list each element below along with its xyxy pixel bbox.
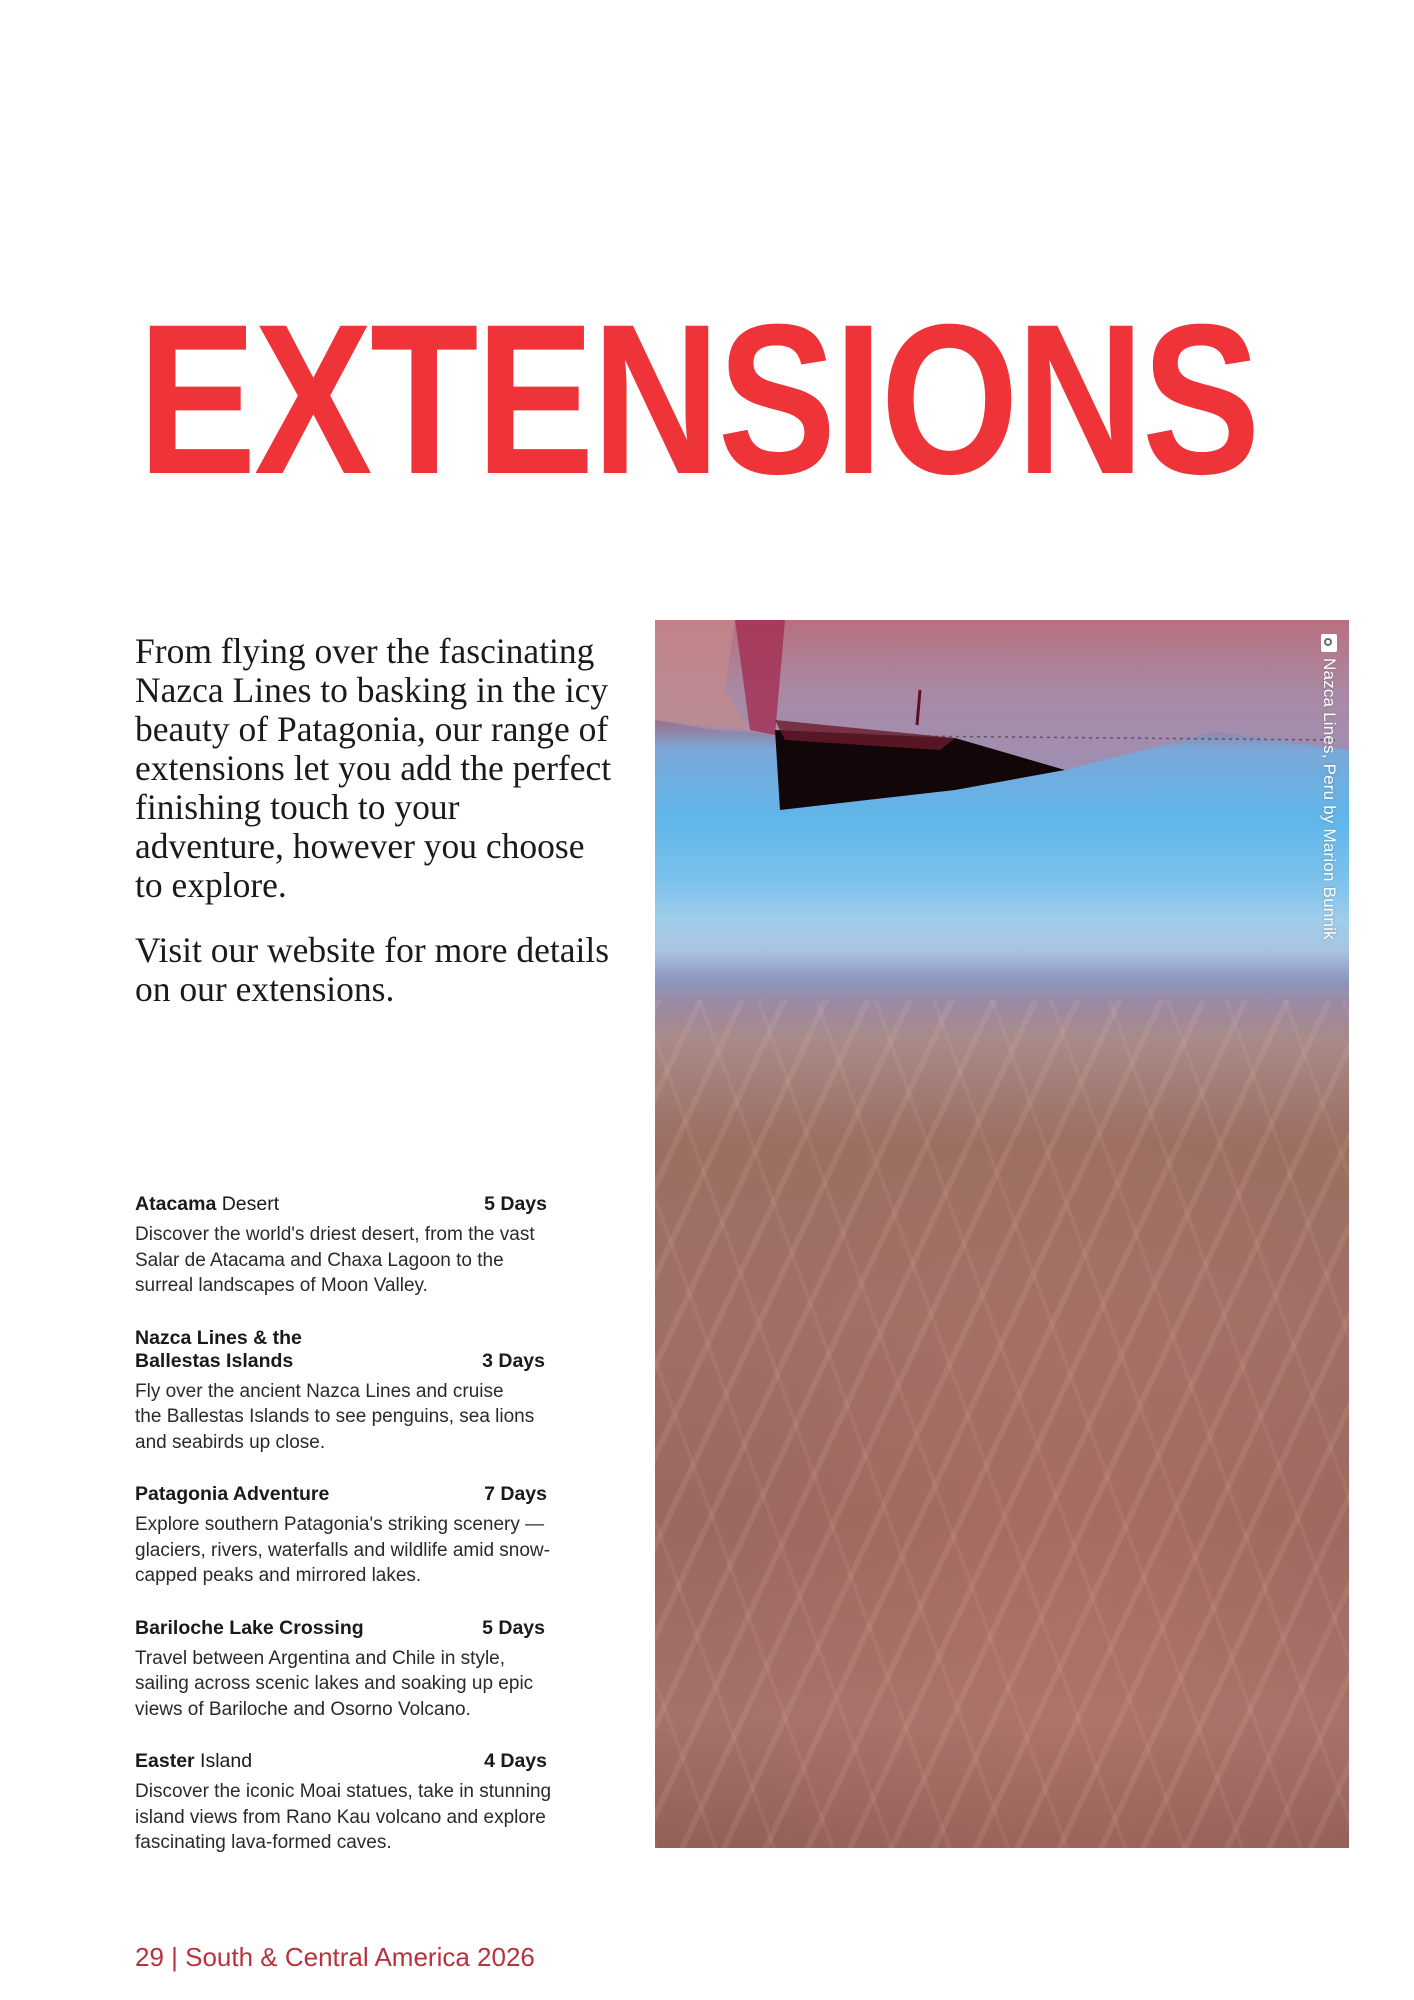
extension-duration: 7 Days: [484, 1483, 547, 1505]
extension-description: Travel between Argentina and Chile in style, sailing across scenic lakes and soaking up epic views of Bariloche and Osorno Volcano.: [135, 1647, 534, 1720]
extension-item-bariloche: [135, 1617, 555, 1723]
extension-description: Discover the iconic Moai statues, take in stunning island views from Rano Kau volcano and explore fascinating lava-formed caves.: [135, 1781, 552, 1853]
extension-title: Bariloche Lake Crossing: [135, 1616, 364, 1639]
extension-item-nazca: [135, 1327, 555, 1456]
extension-item-patagonia: [135, 1483, 555, 1589]
extension-description: Explore southern Patagonia's striking scenery — glaciers, rivers, waterfalls and wildlife amid snow-capped peaks and mirrored lakes.: [135, 1514, 550, 1586]
intro-text: [135, 632, 615, 1035]
extension-title: Atacama Desert: [135, 1193, 280, 1215]
page-title: EXTENSIONS: [138, 280, 1259, 519]
extension-title: Easter Island: [135, 1750, 253, 1772]
nazca-aerial-photo: [655, 620, 1349, 1848]
extension-duration: 4 Days: [484, 1750, 547, 1772]
desert-terrain: [655, 1000, 1349, 1848]
extension-title: Patagonia Adventure: [135, 1483, 330, 1505]
extension-description: Fly over the ancient Nazca Lines and cruise the Ballestas Islands to see penguins, sea lions and seabirds up close.: [135, 1380, 535, 1453]
extension-duration: 3 Days: [482, 1349, 545, 1372]
photo-credit-text: Nazca Lines, Peru by Marion Bunnik: [1320, 658, 1339, 940]
extension-duration: 5 Days: [482, 1616, 545, 1639]
extension-duration: 5 Days: [484, 1193, 547, 1215]
page-footer: 29 | South & Central America 2026: [135, 1942, 535, 1972]
extension-item-atacama: [135, 1193, 555, 1299]
extension-title: Nazca Lines & the Ballestas Islands: [135, 1326, 302, 1372]
intro-paragraph: From flying over the fascinating Nazca Lines to basking in the icy beauty of Patagonia, our range of extensions let you add the perfect finishing touch to your adventure, however you choose to explore.: [135, 631, 612, 905]
extension-description: Discover the world's driest desert, from the vast Salar de Atacama and Chaxa Lagoon to the surreal landscapes of Moon Valley.: [135, 1224, 535, 1296]
intro-website-note: Visit our website for more details on our extensions.: [135, 930, 610, 1009]
extensions-list: [135, 1193, 555, 1884]
camera-icon: [1321, 634, 1337, 652]
extension-item-easter-island: [135, 1750, 555, 1856]
aircraft-wing-graphic: [655, 620, 1349, 820]
photo-credit: [1319, 634, 1339, 940]
